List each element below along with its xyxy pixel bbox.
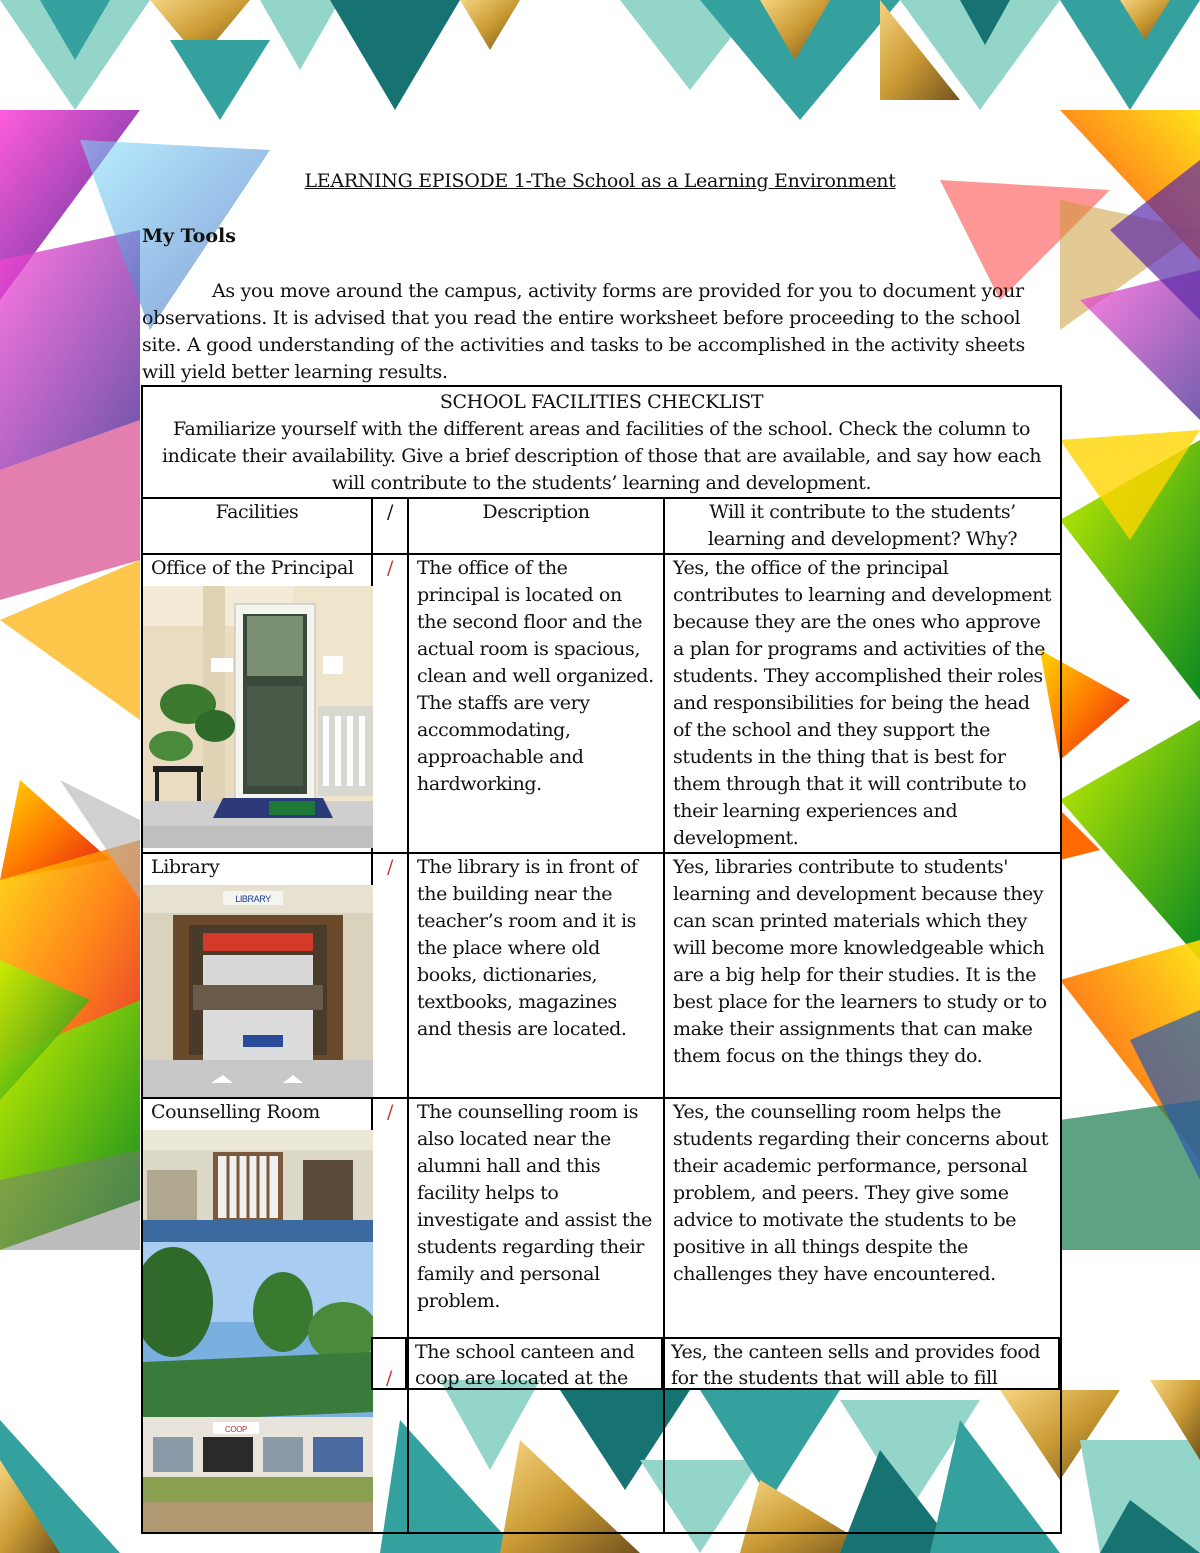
document-title: LEARNING EPISODE 1-The School as a Learning Environment [304,170,896,192]
intro-paragraph [142,278,1060,386]
availability-check: / [385,1367,392,1389]
checklist-header-row [142,386,1061,498]
library-sign-text: LIBRARY [235,894,271,904]
checklist-title: SCHOOL FACILITIES CHECKLIST [439,391,764,413]
canteen-contribution-cell [663,1337,1060,1390]
description-cell: The library is in front of the building near the teacher’s room and it is the place where old books, dictionaries, textbooks, magazines and thesis are located. [408,853,664,1098]
library-photo [143,885,373,1097]
canteen-photo [143,1242,373,1532]
canteen-check-cell [371,1337,407,1390]
table-row [142,1098,1061,1533]
facility-name: Office of the Principal [151,557,354,579]
counselling-room-photo [143,1130,373,1242]
column-header-description: Description [408,498,664,554]
canteen-sign-text: COOP [225,1425,247,1434]
facility-cell [142,853,372,1098]
availability-check: / [372,1098,408,1533]
contribution-cell: Yes, the counselling room helps the students regarding their concerns about their academic performance, personal problem, and peers. They give some advice to motivate the students to be positive in all things despite the challenges they have encountered. [664,1098,1061,1533]
section-heading: My Tools [142,225,236,247]
facility-name: Counselling Room [151,1101,320,1123]
checklist-instructions: Familiarize yourself with the different areas and facilities of the school. Check the column to indicate their availability. Give a brief description of those that are available, and say how each will contribute to the students’ learning and development. [161,418,1042,494]
description-cell: The office of the principal is located on the second floor and the actual room is spacious, clean and well organized. The staffs are very accommodating, approachable and hardworking. [408,554,664,853]
contribution-cell: Yes, the office of the principal contributes to learning and development because they are the ones who approve a plan for programs and activities of the students. They accomplished their roles and responsibilities for being the head of the school and they support the students in the thing that is best for them through that it will contribute to their learning experiences and development. [664,554,1061,853]
table-row [142,554,1061,853]
contribution-cell: Yes, the canteen sells and provides food for the students that will able to fill [671,1341,1041,1389]
column-header-contribution: Will it contribute to the students’ learning and development? Why? [664,498,1061,554]
canteen-description-cell [407,1337,663,1390]
description-cell: The counselling room is also located near the alumni hall and this facility helps to investigate and assist the students regarding their family and personal problem. [408,1098,664,1533]
availability-check: / [372,853,408,1098]
facility-cell [142,554,372,853]
facility-name: Library [151,856,220,878]
column-header-row [142,498,1061,554]
description-cell: The school canteen and coop are located at the [415,1341,635,1389]
principal-office-photo [143,586,373,848]
facility-cell [142,1098,372,1533]
canteen-partial-row [371,1337,1060,1390]
table-row [142,853,1061,1098]
contribution-cell: Yes, libraries contribute to students' learning and development because they can scan printed materials which they will become more knowledgeable which are a big help for their studies. It is the best place for the learners to study or to make their assignments that can make them focus on the things they do. [664,853,1061,1098]
column-header-facilities: Facilities [142,498,372,554]
checklist-header [142,386,1061,498]
column-header-check: / [372,498,408,554]
availability-check: / [372,554,408,853]
intro-text: As you move around the campus, activity forms are provided for you to document your observations. It is advised that you read the entire worksheet before proceeding to the school site. A good understanding of the activities and tasks to be accomplished in the activity sheets will yield better learning results. [142,280,1025,383]
